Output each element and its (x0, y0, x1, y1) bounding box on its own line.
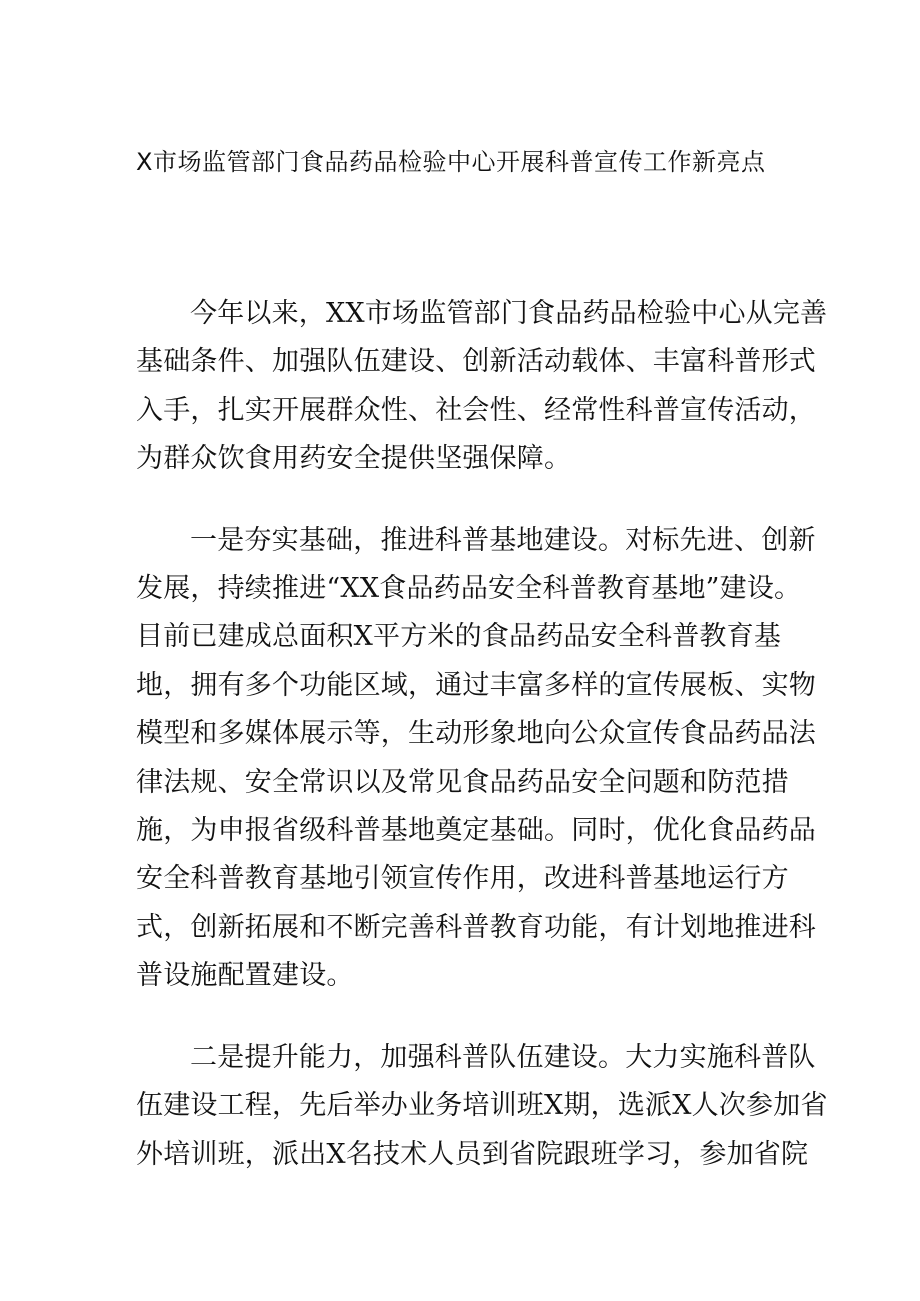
text-line: 今年以来，XX市场监管部门食品药品检验中心从完善 (190, 298, 828, 329)
paragraph-intro (136, 290, 828, 484)
text-line: 基础条件、加强队伍建设、创新活动载体、丰富科普形式 (136, 346, 816, 378)
text-line: 式，创新拓展和不断完善科普教育功能，有计划地推进科 (136, 911, 816, 943)
paragraph-science-base (136, 517, 816, 1001)
document-title: X市场监管部门食品药品检验中心开展科普宣传工作新亮点 (136, 148, 766, 176)
text-line: 普设施配置建设。 (136, 960, 354, 992)
text-line: 目前已建成总面积X平方米的食品药品安全科普教育基 (136, 621, 782, 653)
text-line: 律法规、安全常识以及常见食品药品安全问题和防范措 (136, 766, 789, 798)
text-line: 二是提升能力，加强科普队伍建设。大力实施科普队 (190, 1041, 816, 1073)
document-body (136, 290, 828, 1212)
text-line: 施，为申报省级科普基地奠定基础。同时，优化食品药品 (136, 815, 816, 847)
paragraph-team-building (136, 1034, 828, 1179)
text-line: 外培训班，派出X名技术人员到省院跟班学习，参加省院 (136, 1138, 809, 1170)
text-line: 伍建设工程，先后举办业务培训班X期，选派X人次参加省 (136, 1090, 828, 1122)
text-line: 为群众饮食用药安全提供坚强保障。 (136, 443, 572, 475)
text-line: 一是夯实基础，推进科普基地建设。对标先进、创新 (190, 524, 816, 556)
text-line: 地，拥有多个功能区域，通过丰富多样的宣传展板、实物 (136, 669, 816, 701)
text-line: 模型和多媒体展示等，生动形象地向公众宣传食品药品法 (136, 718, 816, 750)
text-line: 安全科普教育基地引领宣传作用，改进科普基地运行方 (136, 863, 789, 895)
text-line: 发展，持续推进“XX食品药品安全科普教育基地”建设。 (136, 573, 802, 605)
text-line: 入手，扎实开展群众性、社会性、经常性科普宣传活动， (136, 394, 816, 426)
